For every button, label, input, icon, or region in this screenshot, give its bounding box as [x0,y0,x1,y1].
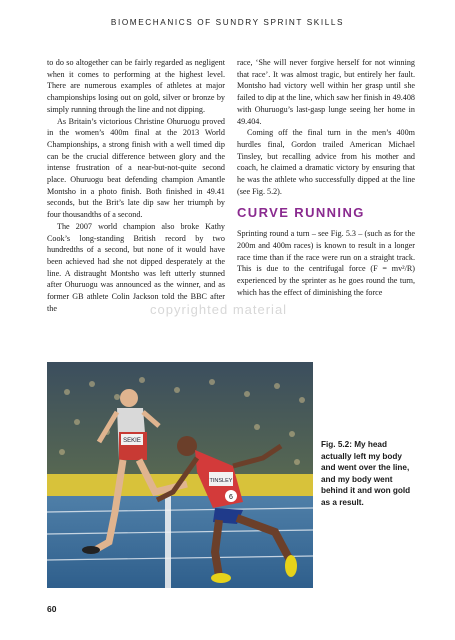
paragraph: race, ‘She will never forgive herself for not winning that race’. It was almost tragic, but entirely her fault. Montsho had victory well within her grasp until she failed to dip at the line, which saw her finish in 49.408 with Ohuruogu’s last-gasp lunge seeing her home in 49.404. [237,58,415,126]
paragraph: As Britain’s victorious Christine Ohuruogu proved in the women’s 400m final at the 2013 World Championships, a strong finish with a well timed dip can be the crucial difference between glory and the intense frustration of a near-but-not-quite second place. Ohuruogu beat defending champion Amantle Montsho in a photo finish. Both finished in 49.41 seconds, but the Brit’s late dip saw her triumph by four thousandths of a second. [47,116,225,220]
bib-left: SEKIE [123,438,141,444]
section-heading: CURVE RUNNING [237,205,365,221]
running-head: BIOMECHANICS OF SUNDRY SPRINT SKILLS [110,18,345,27]
right-column [237,57,415,298]
finish-line-photo [47,362,313,588]
finish-line [165,496,171,588]
paragraph: Sprinting round a turn – see Fig. 5.3 – (such as for the 200m and 400m races) is known to result in a longer race time than if the race were run on a straight track. This is due to the centrifugal force (F = mv²/R) experienced by the sprinter as he goes round the turn, which has the effect of diminishing the force [237,229,415,297]
bib-number: 6 [229,494,233,501]
paragraph: Coming off the final turn in the men’s 400m hurdles final, Gordon trailed American Michael Tinsley, but recalling advice from his mother and coach, he claimed a dramatic victory by ensuring that he was the athlete who successfully dipped at the line (see Fig. 5.2). [237,128,415,196]
photo-illustration [47,362,313,588]
paragraph: to do so altogether can be fairly regarded as negligent when it comes to performing at the highest level. There are numerous examples of athletes at major championships losing out on gold, silver or bronze by simply running through the line and not dipping. [47,58,225,114]
left-column [47,57,225,314]
crowd-background [47,362,313,492]
paragraph: The 2007 world champion also broke Kathy Cook’s long-standing British record by two hundredths of a second, but none of it would have been achieved had she not dipped desperately at the line. A distraught Montsho was left utterly stunned after Ohuruogu was announced as the winner, and as former GB athlete Colin Jackson told the BBC after the [47,221,225,313]
page-number: 60 [47,604,57,614]
figure-caption: Fig. 5.2: My head actually left my body and went over the line, and my body went behind it and won gold as a result. [321,440,411,507]
bib-right: TINSLEY [209,478,233,484]
watermark: copyrighted material [150,302,288,317]
